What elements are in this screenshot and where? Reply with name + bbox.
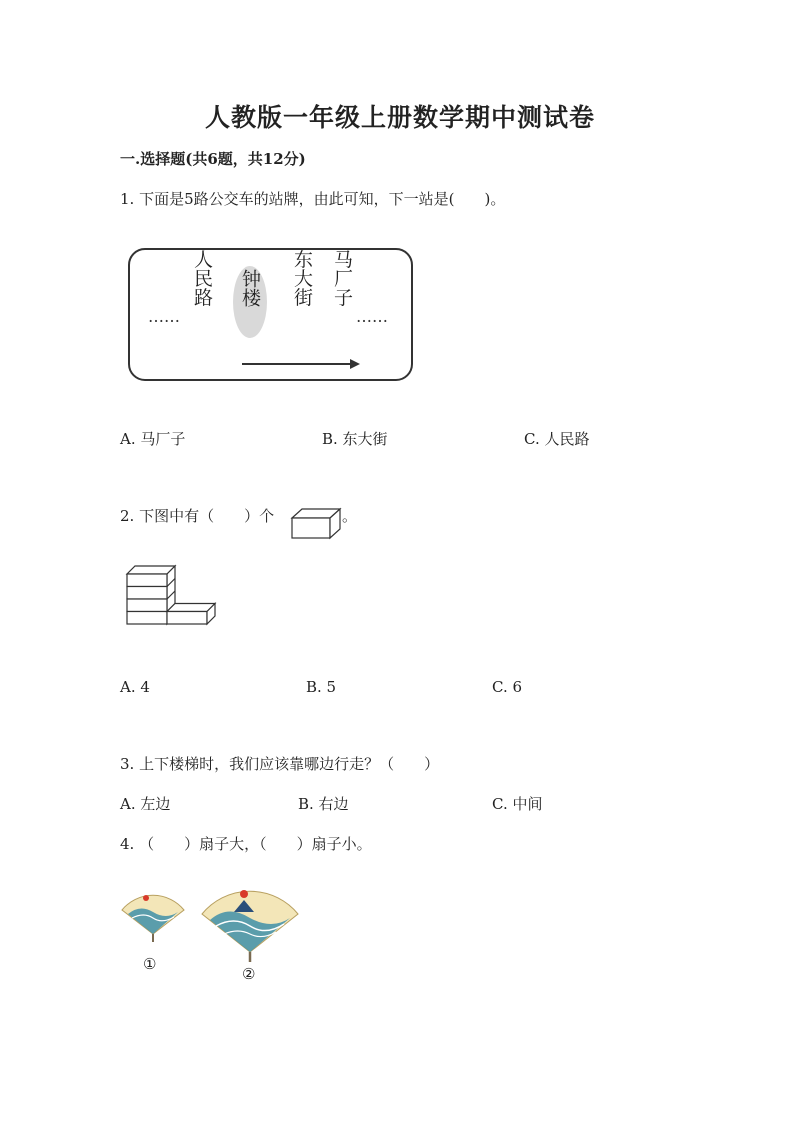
q2-option-c[interactable]: C. 6 [492, 678, 523, 696]
sign-right-dots: …… [356, 307, 388, 326]
bus-stop-sign [120, 240, 420, 390]
q3-option-b[interactable]: B. 右边 [298, 795, 349, 813]
cuboid-icon [290, 506, 342, 542]
question-2-text-before: 2. 下图中有（ ）个 [120, 507, 275, 525]
small-fan-image [118, 884, 188, 946]
question-3-text: 3. 上下楼梯时，我们应该靠哪边行走？（ ） [120, 755, 440, 773]
fan-label-2: ② [242, 965, 256, 983]
q1-option-c[interactable]: C. 人民路 [524, 430, 590, 448]
station-renminlu: 人民路 [191, 249, 213, 307]
q1-option-a[interactable]: A. 马厂子 [120, 430, 186, 448]
question-2-text-after: 。 [342, 507, 358, 525]
question-4-text: 4. （ ）扇子大，（ ）扇子小。 [120, 835, 372, 853]
q1-option-b[interactable]: B. 东大街 [322, 430, 388, 448]
fan-label-1: ① [143, 955, 157, 973]
page-title: 人教版一年级上册数学期中测试卷 [204, 103, 595, 132]
station-machangzi: 马厂子 [331, 249, 353, 307]
station-zhonglou: 钟楼 [239, 269, 261, 307]
question-2-text [120, 505, 274, 526]
section-heading: 一.选择题(共6题，共12分) [120, 150, 306, 168]
station-dongdajie: 东大街 [291, 249, 313, 307]
q2-option-b[interactable]: B. 5 [306, 678, 337, 696]
sign-left-dots: …… [148, 307, 180, 326]
q2-option-a[interactable]: A. 4 [120, 678, 150, 696]
large-fan-image [198, 884, 302, 966]
question-1-text: 1. 下面是5路公交车的站牌，由此可知，下一站是( )。 [120, 190, 506, 208]
q3-option-a[interactable]: A. 左边 [120, 795, 171, 813]
q3-option-c[interactable]: C. 中间 [492, 795, 543, 813]
stacked-cuboids-figure [120, 560, 220, 640]
